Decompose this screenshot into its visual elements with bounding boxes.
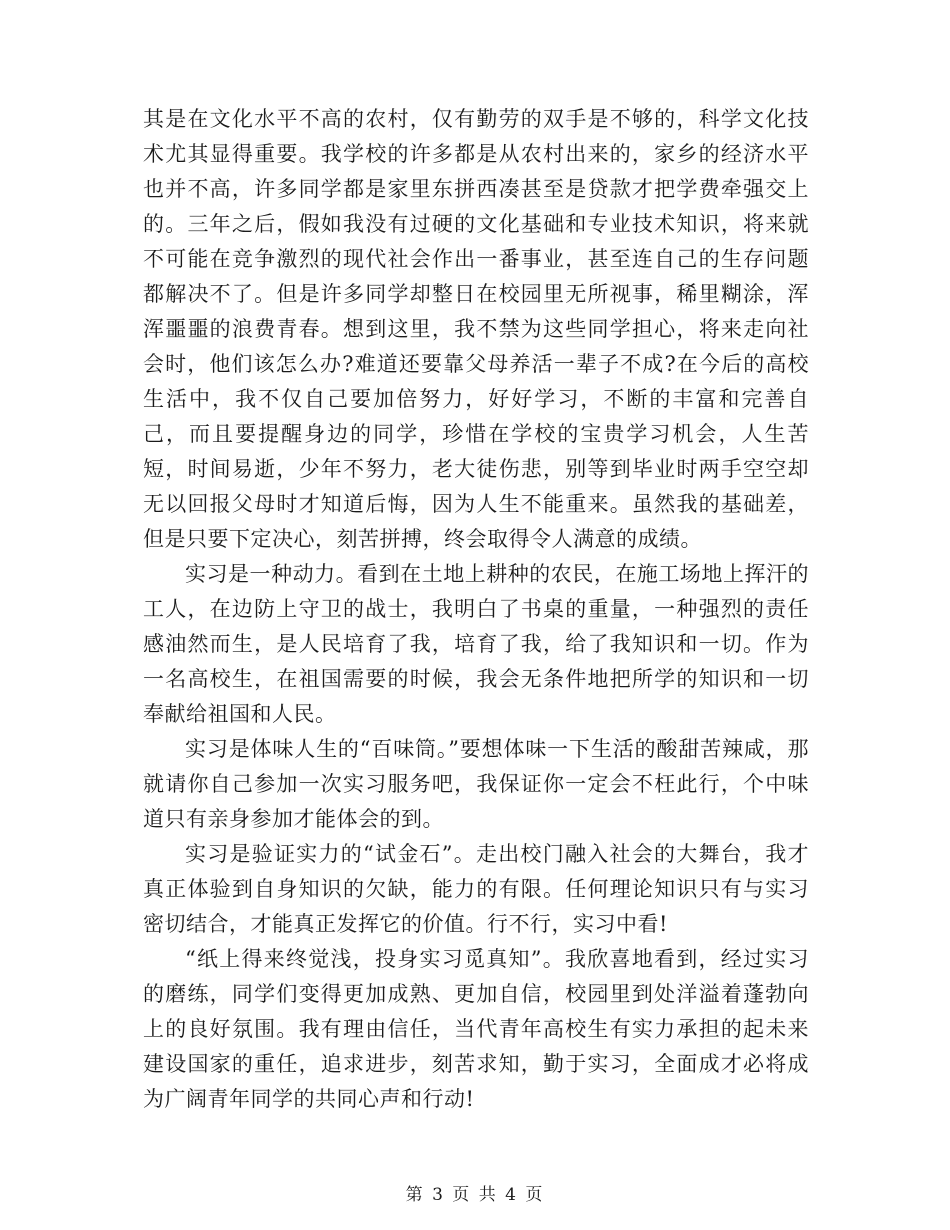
paragraph-3: 实习是体味人生的“百味筒。”要想体味一下生活的酸甜苦辣咸，那就请你自己参加一次实习服务吧，我保证你一定会不枉此行，个中味道只有亲身参加才能体会的到。	[143, 737, 809, 831]
paragraph-5: “纸上得来终觉浅，投身实习觅真知”。我欣喜地看到，经过实习的磨练，同学们变得更加成熟、更加自信，校园里到处洋溢着蓬勃向上的良好氛围。我有理由信任，当代青年高校生有实力承担的起未来建设国家的重任，追求进步，刻苦求知，勤于实习，全面成才必将成为广阔青年同学的共同心声和行动!	[143, 947, 809, 1111]
paragraph-4: 实习是验证实力的“试金石”。走出校门融入社会的大舞台，我才真正体验到自身知识的欠缺，能力的有限。任何理论知识只有与实习密切结合，才能真正发挥它的价值。行不行，实习中看!	[143, 842, 809, 936]
page-number-footer: 第 3 页 共 4 页	[405, 1185, 545, 1205]
paragraph-1: 其是在文化水平不高的农村，仅有勤劳的双手是不够的，科学文化技术尤其显得重要。我学校的许多都是从农村出来的，家乡的经济水平也并不高，许多同学都是家里东拼西凑甚至是贷款才把学费牵强交上的。三年之后，假如我没有过硬的文化基础和专业技术知识，将来就不可能在竞争激烈的现代社会作出一番事业，甚至连自己的生存问题都解决不了。但是许多同学却整日在校园里无所视事，稀里糊涂，浑浑噩噩的浪费青春。想到这里，我不禁为这些同学担心，将来走向社会时，他们该怎么办?难道还要靠父母养活一辈子不成?在今后的高校生活中，我不仅自己要加倍努力，好好学习，不断的丰富和完善自己，而且要提醒身边的同学，珍惜在学校的宝贵学习机会，人生苦短，时间易逝，少年不努力，老大徒伤悲，别等到毕业时两手空空却无以回报父母时才知道后悔，因为人生不能重来。虽然我的基础差，但是只要下定决心，刻苦拼搏，终会取得令人满意的成绩。	[143, 107, 809, 551]
paragraph-2: 实习是一种动力。看到在土地上耕种的农民，在施工场地上挥汗的工人，在边防上守卫的战士，我明白了书桌的重量，一种强烈的责任感油然而生，是人民培育了我，培育了我，给了我知识和一切。作为一名高校生，在祖国需要的时候，我会无条件地把所学的知识和一切奉献给祖国和人民。	[143, 562, 809, 726]
document-body	[143, 102, 809, 1117]
